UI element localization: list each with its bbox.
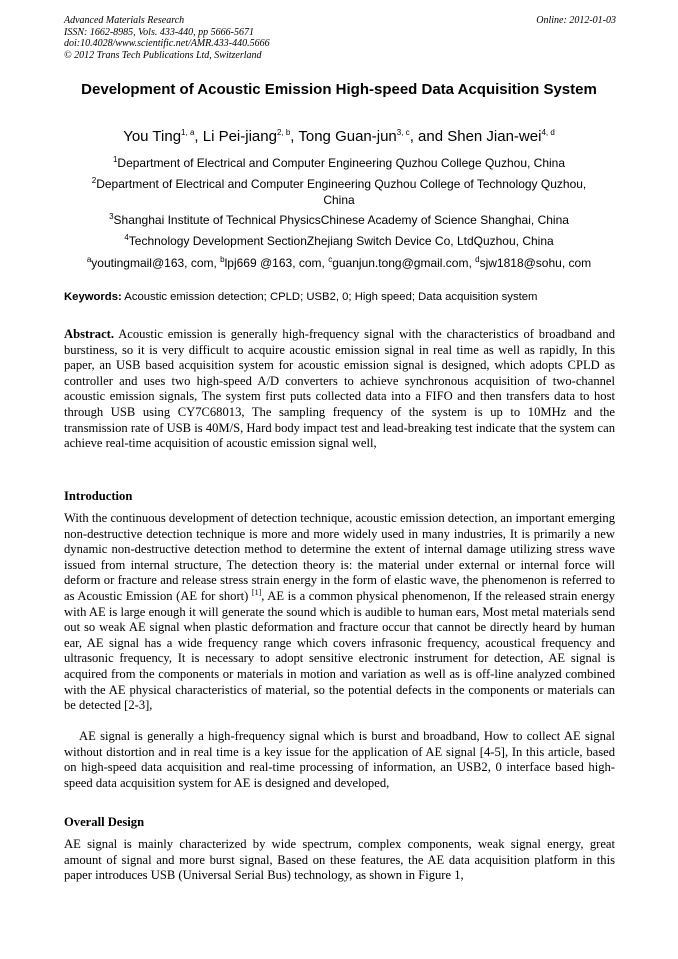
journal-header: [64, 15, 616, 61]
introduction-heading: Introduction: [64, 489, 133, 503]
author-name: Li Pei-jiang: [202, 128, 277, 145]
abstract-label: Abstract.: [64, 327, 115, 341]
affiliation-2: [90, 176, 588, 208]
citation-ref: [1]: [251, 587, 262, 597]
email-text: sjw1818@sohu, com: [479, 256, 592, 270]
author-superscript: 4, d: [541, 128, 555, 137]
email-superscript: d: [475, 255, 480, 264]
affiliation-text: Department of Electrical and Computer Engineering Quzhou College of Technology Quzhou, China: [96, 177, 587, 207]
keywords-text: Acoustic emission detection; CPLD; USB2, 0; High speed; Data acquisition system: [124, 291, 538, 303]
email-text: youtingmail@163, com,: [91, 256, 221, 270]
keywords: [64, 290, 616, 305]
author-separator: , and: [409, 128, 448, 145]
affiliation-number: 2: [91, 176, 97, 185]
affiliation-number: 4: [124, 233, 129, 242]
affiliation-number: 1: [112, 155, 118, 164]
paper-title: Development of Acoustic Emission High-speed Data Acquisition System: [81, 81, 597, 98]
intro-text: With the continuous development of detection technique, acoustic emission detection, an important emerging non-destructive detection technique is more and more widely used in many industries, It is primarily a new dynamic non-destructive detection method to determine the extent of internal damage utilizing stress wave issued from internal structure, The detection theory is: the material under external or internal force will deform or fracture and release stress strain energy in the form of elastic wave, the phenomenon is referred to as Acoustic Emission (AE for short): [64, 511, 615, 603]
affiliation-text: Department of Electrical and Computer Engineering Quzhou College Quzhou, China: [117, 156, 566, 170]
copyright-line: © 2012 Trans Tech Publications Ltd, Switzerland: [64, 49, 262, 61]
introduction-paragraph-1: [64, 511, 615, 714]
affiliation-number: 3: [109, 212, 114, 221]
email-superscript: c: [328, 255, 333, 264]
abstract-text: Acoustic emission is generally high-frequency signal with the characteristics of broadband and burstiness, so it is very difficult to acquire acoustic emission signal in real time as well as rapidly, In this paper, an USB based acquisition system for acoustic emission signal is designed, which adopts CPLD as controller and uses two high-speed A/D converters to achieve synchronous acquisition of two-channel acoustic emission signals, The system first puts collected data into a FIFO and then transfers data to host through USB using CY7C68013, The sampling frequency of the system is up to 10MHz and the transmission rate of USB is 40M/S, Hard body impact test and lead-breaking test indicate that the system can achieve real-time acquisition of acoustic emission signal well,: [64, 327, 615, 451]
affiliation-1: [40, 155, 638, 171]
author-list: [40, 127, 638, 147]
affiliation-4: [40, 233, 638, 249]
author-name: You Ting: [123, 128, 182, 145]
email-superscript: b: [220, 255, 225, 264]
abstract-paragraph: [64, 327, 615, 452]
introduction-paragraph-2: AE signal is generally a high-frequency signal which is burst and broadband, How to collect AE signal without distortion and in real time is a key issue for the application of AE signal [4-5], In this article, based on high-speed data acquisition and real-time processing of information, an USB2, 0 interface based high-speed data acquisition system for AE is designed and developed,: [64, 729, 615, 790]
author-superscript: 2, b: [276, 128, 291, 137]
email-text: lpj669 @163, com,: [224, 256, 329, 270]
email-list: [40, 255, 638, 271]
author-separator: ,: [290, 128, 299, 145]
author-superscript: 3, c: [396, 128, 410, 137]
overall-design-heading: Overall Design: [64, 815, 145, 829]
keywords-label: Keywords:: [64, 291, 122, 303]
affiliation-3: [40, 212, 638, 228]
doi-line: doi:10.4028/www.scientific.net/AMR.433-440.5666: [64, 38, 270, 49]
issn-line: ISSN: 1662-8985, Vols. 433-440, pp 5666-5671: [64, 26, 254, 38]
author-separator: ,: [194, 128, 203, 145]
intro-text: , AE is a common physical phenomenon, If the released strain energy with AE is large enough it will generate the sound which is audible to human ears, Most metal materials send out so weak AE signal when plastic deformation and fracture occur that cannot be directly heard by human ear, AE signal has a wide frequency range which covers infrasonic frequency, acoustical frequency and ultrasonic frequency, It is necessary to adopt sensitive electronic instrument for detection, AE signal is acquired from the components or materials in motion and variation as well as is off-line analyzed combined with the AE physical characteristics of material, so the potential defects in the components or materials can be detected [2-3],: [64, 588, 616, 713]
affiliation-text: Shanghai Institute of Technical PhysicsChinese Academy of Science Shanghai, China: [113, 213, 569, 227]
affiliation-text: Technology Development SectionZhejiang Switch Device Co, LtdQuzhou, China: [128, 234, 554, 248]
online-date: Online: 2012-01-03: [536, 15, 616, 26]
author-name: Tong Guan-jun: [298, 128, 397, 145]
email-superscript: a: [86, 255, 92, 264]
author-superscript: 1, a: [181, 128, 195, 137]
journal-name: Advanced Materials Research: [64, 15, 185, 26]
overall-design-paragraph-1: AE signal is mainly characterized by wide spectrum, complex components, weak signal energy, great amount of signal and more burst signal, Based on these features, the AE data acquisition platform in this paper introduces USB (Universal Serial Bus) technology, as shown in Figure 1,: [64, 837, 615, 883]
author-name: Shen Jian-wei: [447, 128, 542, 145]
email-text: guanjun.tong@gmail.com,: [332, 256, 476, 270]
